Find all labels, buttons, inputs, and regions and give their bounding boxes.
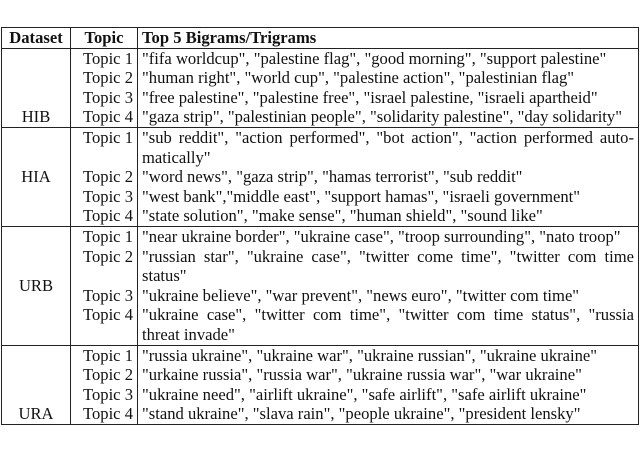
topic-cell: Topic 4 <box>71 107 138 127</box>
header-topic: Topic <box>71 28 138 49</box>
table-row <box>2 226 639 246</box>
ngrams-cell: "ukraine case", "twitter com time", "twitter com time status", "russia threat invade" <box>142 305 634 344</box>
header-dataset: Dataset <box>2 28 71 49</box>
ngrams-cell: "free palestine", "palestine free", "israel palestine, "israeli apartheid" <box>142 87 598 107</box>
topic-cell: Topic 3 <box>71 187 138 207</box>
dataset-cell: URB <box>2 226 71 345</box>
table-row <box>2 305 639 345</box>
topic-cell: Topic 3 <box>71 385 138 405</box>
ngrams-cell: "russian star", "ukraine case", "twitter come time", "twitter com time status" <box>142 246 634 286</box>
table-row <box>2 206 639 226</box>
topic-cell: Topic 4 <box>71 404 138 424</box>
topic-cell: Topic 1 <box>71 345 138 365</box>
ngrams-cell: "urkaine russia", "russia war", "ukraine russia war", "war ukraine" <box>142 365 582 385</box>
table-row <box>2 127 639 167</box>
dataset-cell: HIA <box>2 127 71 226</box>
ngrams-cell: "russia ukraine", "ukraine war", "ukraine russian", "ukraine ukraine" <box>138 345 639 365</box>
ngrams-cell: "fifa worldcup", "palestine flag", "good morning", "support palestine" <box>142 48 607 68</box>
table-row <box>2 88 639 108</box>
ngrams-cell: "ukraine believe", "war prevent", "news euro", "twitter com time" <box>142 285 580 305</box>
ngrams-cell: "stand ukraine", "slava rain", "people ukraine", "president lensky" <box>142 404 581 424</box>
ngrams-cell: "west bank","middle east", "support hamas", "israeli government" <box>142 186 581 206</box>
table-row <box>2 107 639 127</box>
table-row <box>2 187 639 207</box>
topic-cell: Topic 1 <box>71 48 138 68</box>
table-row <box>2 68 639 88</box>
dataset-cell: HIB <box>2 48 71 127</box>
table-row <box>2 404 639 424</box>
topic-cell: Topic 4 <box>71 305 138 345</box>
dataset-cell: URA <box>2 345 71 424</box>
ngrams-cell: "state solution", "make sense", "human shield", "sound like" <box>142 206 543 226</box>
ngrams-cell: "ukraine need", "airlift ukraine", "safe airlift", "safe airlift ukraine" <box>142 384 587 404</box>
topic-cell: Topic 3 <box>71 88 138 108</box>
ngrams-cell: "near ukraine border", "ukraine case", "troop surrounding", "nato troop" <box>138 226 639 246</box>
table-row <box>2 385 639 405</box>
header-ngrams: Top 5 Bigrams/Trigrams <box>138 28 639 49</box>
table-row <box>2 48 639 68</box>
topic-cell: Topic 2 <box>71 68 138 88</box>
topic-cell: Topic 1 <box>71 226 138 246</box>
table-row <box>2 345 639 365</box>
table-row <box>2 286 639 306</box>
topic-cell: Topic 2 <box>71 167 138 187</box>
ngrams-cell: "word news", "gaza strip", "hamas terrorist", "sub reddit" <box>142 167 523 187</box>
ngrams-cell: "sub reddit", "action performed", "bot action", "action performed automatically" <box>138 127 639 167</box>
topic-cell: Topic 2 <box>71 365 138 385</box>
topic-cell: Topic 3 <box>71 286 138 306</box>
topic-cell: Topic 4 <box>71 206 138 226</box>
topic-cell: Topic 1 <box>71 127 138 167</box>
ngrams-cell: "gaza strip", "palestinian people", "solidarity palestine", "day solidarity" <box>142 107 622 127</box>
ngrams-cell: "human right", "world cup", "palestine action", "palestinian flag" <box>142 68 575 88</box>
topics-table <box>1 27 639 425</box>
table-row <box>2 167 639 187</box>
header-row <box>2 28 639 49</box>
topic-cell: Topic 2 <box>71 247 138 286</box>
table-row <box>2 365 639 385</box>
table-row <box>2 247 639 286</box>
